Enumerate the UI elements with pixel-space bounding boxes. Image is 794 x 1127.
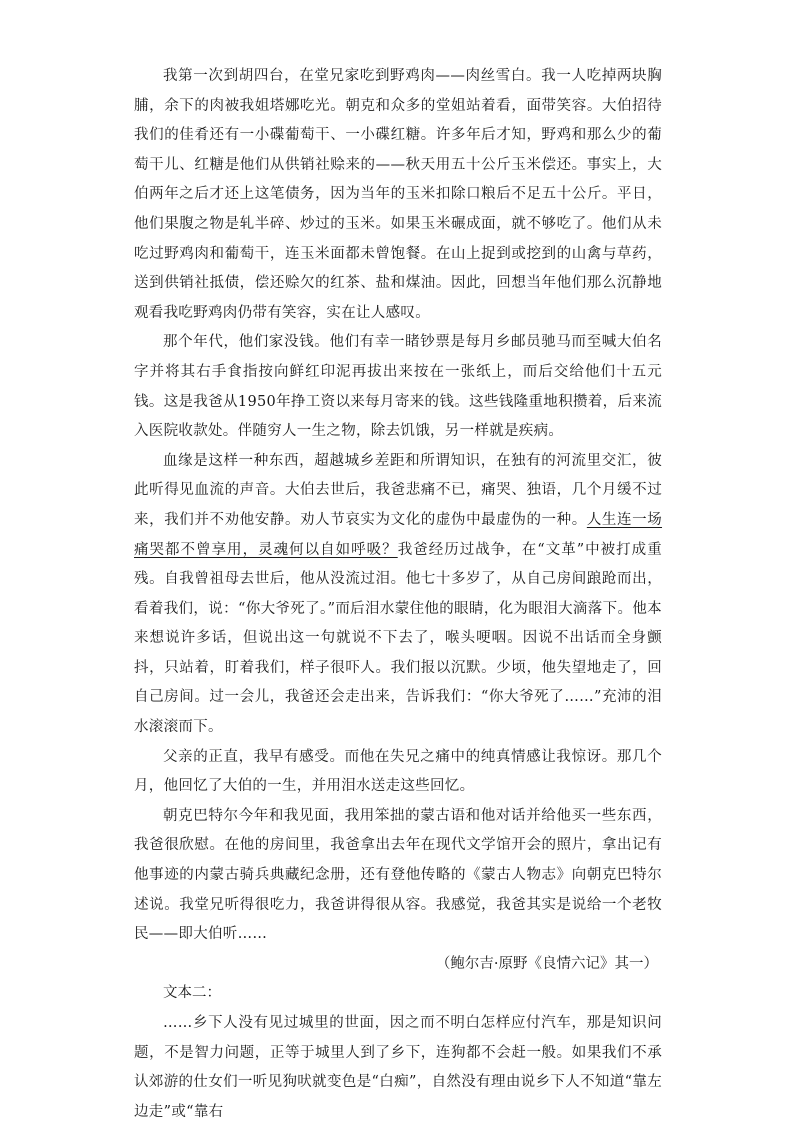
paragraph-5: 朝克巴特尔今年和我见面，我用笨拙的蒙古语和他对话并给他买一些东西，我爸很欣慰。在他的房间里，我爸拿出去年在现代文学馆开会的照片，拿出记有他事迹的内蒙古骑兵典藏纪念册，还有登他传略的《蒙古人物志》向朝克巴特尔述说。我堂兄听得很吃力，我爸讲得很从容。我感觉，我爸其实是说给一个老牧民——即大伯听…… bbox=[134, 807, 662, 943]
paragraph-3 bbox=[134, 447, 662, 743]
paragraph-4: 父亲的正直，我早有感受。而他在失兄之痛中的纯真情感让我惊讶。那几个月，他回忆了大伯的一生，并用泪水送走这些回忆。 bbox=[134, 748, 662, 795]
paragraph-3-part-a: 血缘是这样一种东西，超越城乡差距和所谓知识，在独有的河流里交汇，彼此听得见血流的声音。大伯去世后，我爸悲痛不已，痛哭、独语，几个月缓不过来，我们并不劝他安静。劝人节哀实为文化的虚伪中最虚伪的一种。 bbox=[134, 452, 662, 528]
underlined-sentence: 人生连一场痛哭都不曾享用，灵魂何以自如呼吸？ bbox=[134, 511, 663, 558]
paragraph-6: ……乡下人没有见过城里的世面，因之而不明白怎样应付汽车，那是知识问题，不是智力问题，正等于城里人到了乡下，连狗都不会赶一般。如果我们不承认郊游的仕女们一听见狗吠就变色是“白痴”，自然没有理由说乡下人不知道“靠左边走”或“靠右 bbox=[134, 1015, 662, 1120]
paragraph-3-part-b: 我爸经历过战争，在“文革”中被打成重残。自我曾祖母去世后，他从没流过泪。他七十多岁了，从自己房间踉跄而出，看着我们，说：“你大爷死了。”而后泪水蒙住他的眼睛，化为眼泪大滴落下。他本来想说许多话，但说出这一句就说不下去了，喉头哽咽。因说不出话而全身颤抖，只站着，盯着我们，样子很吓人。我们报以沉默。少顷，他失望地走了，回自己房间。过一会儿，我爸还会走出来，告诉我们：“你大爷死了……”充沛的泪水滚滚而下。 bbox=[134, 541, 662, 736]
paragraph-1: 我第一次到胡四台，在堂兄家吃到野鸡肉——肉丝雪白。我一人吃掉两块胸脯，余下的肉被我姐塔娜吃光。朝克和众多的堂姐站着看，面带笑容。大伯招待我们的佳肴还有一小碟葡萄干、一小碟红糖。许多年后才知，野鸡和那么少的葡萄干儿、红糖是他们从供销社赊来的——秋天用五十公斤玉米偿还。事实上，大伯两年之后才还上这笔债务，因为当年的玉米扣除口粮后不足五十公斤。平日，他们果腹之物是轧半碎、炒过的玉米。如果玉米碾成面，就不够吃了。他们从未吃过野鸡肉和葡萄干，连玉米面都未曾饱餐。在山上捉到或挖到的山禽与草药，送到供销社抵债，偿还赊欠的红茶、盐和煤油。因此，回想当年他们那么沉静地观看我吃野鸡肉仍带有笑容，实在让人感叹。 bbox=[134, 68, 662, 321]
paragraph-2: 那个年代，他们家没钱。他们有幸一睹钞票是每月乡邮员驰马而至喊大伯名字并将其右手食指按向鲜红印泥再拔出来按在一张纸上，而后交给他们十五元钱。这是我爸从1950年挣工资以来每月寄来的钱。这些钱隆重地积攒着，后来流入医院收款处。伴随穷人一生之物，除去饥饿，另一样就是疾病。 bbox=[134, 334, 662, 440]
source-citation: （鲍尔吉·原野《良情六记》其一） bbox=[435, 955, 658, 972]
section-label-text-two: 文本二： bbox=[163, 985, 221, 1002]
article-body bbox=[134, 62, 662, 1127]
